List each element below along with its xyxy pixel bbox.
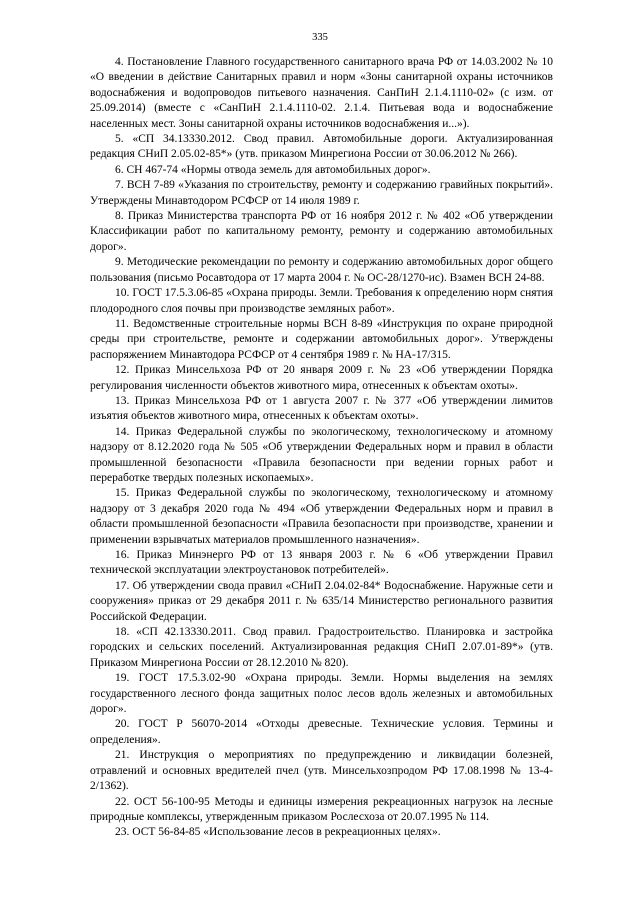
reference-item: 13. Приказ Минсельхоза РФ от 1 августа 2007 г. № 377 «Об утверждении лимитов изъятия объектов животного мира, отнесенных к объектам охоты». xyxy=(90,394,553,423)
reference-item: 23. ОСТ 56-84-85 «Использование лесов в рекреационных целях». xyxy=(115,826,441,839)
reference-list xyxy=(90,55,553,841)
reference-item: 6. СН 467-74 «Нормы отвода земель для автомобильных дорог». xyxy=(115,163,431,176)
reference-item: 16. Приказ Минэнерго РФ от 13 января 2003 г. № 6 «Об утверждении Правил технической эксплуатации электроустановок потребителей». xyxy=(90,549,553,577)
reference-item: 15. Приказ Федеральной службы по экологическому, технологическому и атомному надзору от 3 декабря 2020 года № 494 «Об утверждении Федеральных норм и правил в области промышленной безопасности «Правила безопасности при производстве, хранении и применении взрывчатых материалов промышленного назначения». xyxy=(90,487,553,546)
reference-item: 21. Инструкция о мероприятиях по предупреждению и ликвидации болезней, отравлений и основных вредителей пчел (утв. Минсельхозпродом РФ 17.08.1998 № 13-4-2/1362). xyxy=(90,749,553,793)
reference-item: 7. ВСН 7-89 «Указания по строительству, ремонту и содержанию гравийных покрытий». Утверждены Минавтодором РСФСР от 14 июля 1989 г. xyxy=(90,179,553,207)
reference-item: 9. Методические рекомендации по ремонту и содержанию автомобильных дорог общего пользования (письмо Росавтодора от 17 марта 2004 г. № ОС-28/1270-ис). Взамен ВСН 24-88. xyxy=(90,256,553,284)
reference-item: 18. «СП 42.13330.2011. Свод правил. Градостроительство. Планировка и застройка городских и сельских поселений. Актуализированная редакция СНиП 2.07.01-89*» (утв. Приказом Минрегиона России от 28.12.2010 № 820). xyxy=(90,626,553,669)
reference-item: 11. Ведомственные строительные нормы ВСН 8-89 «Инструкция по охране природной среды при строительстве, ремонте и содержании автомобильных дорог». Утверждены распоряжением Минавтодора РСФСР от 4 сентября 1989 г. № НА-17/315. xyxy=(90,317,553,361)
reference-item: 10. ГОСТ 17.5.3.06-85 «Охрана природы. Земли. Требования к определению норм снятия плодородного слоя почвы при производстве земляных работ». xyxy=(90,287,553,315)
reference-item: 20. ГОСТ Р 56070-2014 «Отходы древесные. Технические условия. Термины и определения». xyxy=(90,718,553,746)
reference-item: 14. Приказ Федеральной службы по экологическому, технологическому и атомному надзору от 8.12.2020 года № 505 «Об утверждении Федеральных норм и правил в области промышленной безопасности «Правила безопасности при ведении горных работ и переработке твердых полезных ископаемых». xyxy=(90,425,553,484)
reference-item: 22. ОСТ 56-100-95 Методы и единицы измерения рекреационных нагрузок на лесные природные комплексы, утвержденным приказом Рослесхоза от 20.07.1995 № 114. xyxy=(90,795,553,823)
reference-item: 4. Постановление Главного государственного санитарного врача РФ от 14.03.2002 № 10 «О введении в действие Санитарных правил и норм «Зоны санитарной охраны источников водоснабжения и водопроводов питьевого назначения. СанПиН 2.1.4.1110-02» (с изм. от 25.09.2014) (вместе с «СанПиН 2.1.4.1110-02. 2.1.4. Питьевая вода и водоснабжение населенных мест. Зоны санитарной охраны источников водоснабжения и...»). xyxy=(90,56,553,130)
reference-item: 17. Об утверждении свода правил «СНиП 2.04.02-84* Водоснабжение. Наружные сети и сооружения» приказ от 29 декабря 2011 г. № 635/14 Министерство регионального развития Российской Федерации. xyxy=(90,579,553,623)
reference-item: 8. Приказ Министерства транспорта РФ от 16 ноября 2012 г. № 402 «Об утверждении Классификации работ по капитальному ремонту, ремонту и содержанию автомобильных дорог». xyxy=(90,210,553,253)
page-number: 335 xyxy=(312,32,328,43)
reference-item: 5. «СП 34.13330.2012. Свод правил. Автомобильные дороги. Актуализированная редакция СНиП 2.05.02-85*» (утв. приказом Минрегиона России от 30.06.2012 № 266). xyxy=(90,133,553,161)
reference-item: 12. Приказ Минсельхоза РФ от 20 января 2009 г. № 23 «Об утверждении Порядка регулирования численности объектов животного мира, отнесенных к объектам охоты». xyxy=(90,364,553,392)
reference-item: 19. ГОСТ 17.5.3.02-90 «Охрана природы. Земли. Нормы выделения на землях государственного лесного фонда защитных полос лесов вдоль железных и автомобильных дорог». xyxy=(90,672,553,716)
